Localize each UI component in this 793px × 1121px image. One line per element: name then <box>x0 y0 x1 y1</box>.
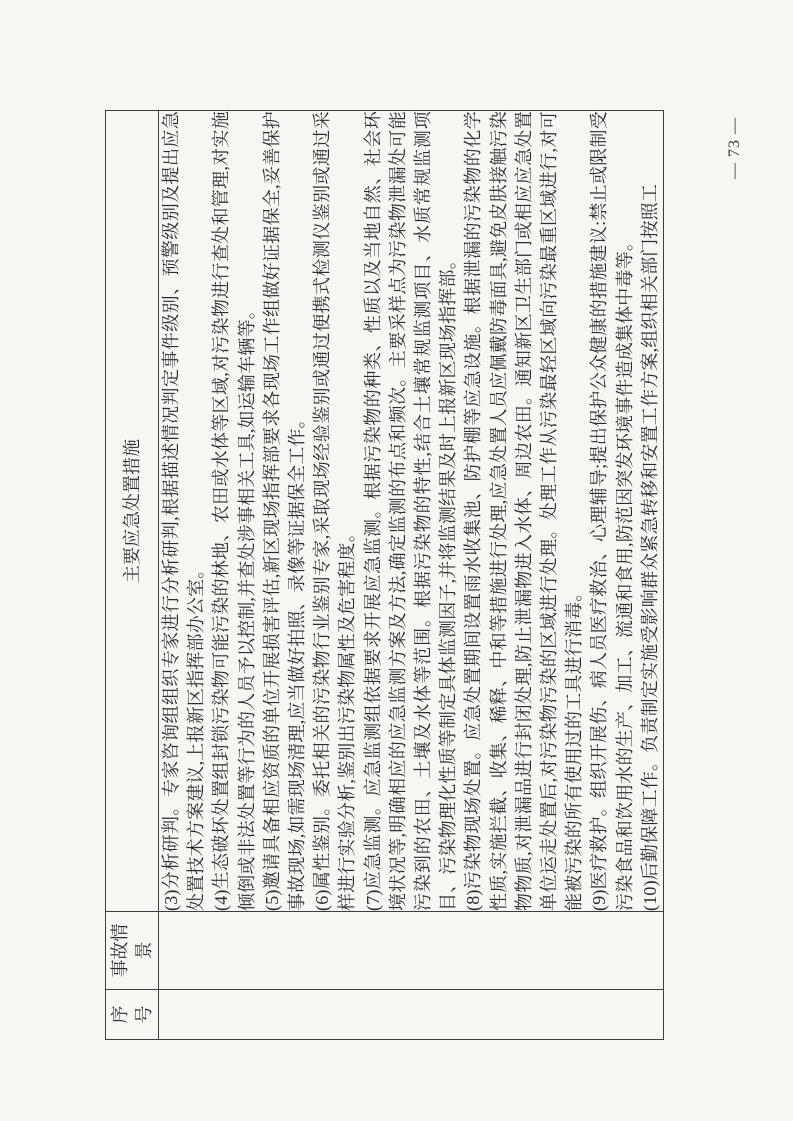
measure-item-7: (7)应急监测。应急监测组依据要求开展应急监测。根据污染物的种类、性质以及当地自然、社会环境状况等,明确相应的应急监测方案及方法,确定监测的布点和频次。主要采样点为污染物泄漏处可能污染到的农田、土壤及水体等范围。根据污染物的特性,结合土壤常规监测项目、水质常规监测项目、污染物理化性质等制定具体监测因子,并将监测结果及时上报新区现场指挥部。 <box>362 111 459 911</box>
page-number: — 73 — <box>726 117 743 179</box>
measure-item-9: (9)医疗救护。组织开展伤、病人员医疗救治、心理辅导;提出保护公众健康的措施建议:禁止或限制受污染食品和饮用水的生产、加工、流通和食用,防范因突发环境事件造成集体中毒等。 <box>589 111 635 911</box>
table-header-row <box>106 111 159 1040</box>
measure-item-4: (4)生态破坏处置组封锁污染物可能污染的林地、农田或水体等区域,对污染物进行查处和管理,对实施倾倒或非法处置等行为的人员予以控制,并查处涉事相关工具,如运输车辆等。 <box>211 111 257 911</box>
header-main-emergency-measures-label: 主要应急处置措施 <box>122 439 142 583</box>
header-serial-number <box>106 990 159 1040</box>
header-serial-number-label: 序号 <box>110 1005 154 1024</box>
header-accident-scenario-label: 事故情景 <box>110 923 154 978</box>
scenario-cell-empty <box>159 912 664 990</box>
emergency-measures-table <box>105 110 664 1040</box>
measure-item-3: (3)分析研判。专家咨询组组织专家进行分析研判,根据描述情况判定事件级别、预警级别及提出应急处置技术方案建议,上报新区指挥部办公室。 <box>161 111 207 911</box>
table-content-row <box>159 111 664 1040</box>
header-main-emergency-measures <box>106 111 159 912</box>
header-accident-scenario <box>106 912 159 990</box>
measure-item-6: (6)属性鉴别。委托相关的污染物行业鉴别专家,采取现场经验鉴别或通过便携式检测仪鉴别或通过采样进行实验分析,鉴别出污染物属性及危害程度。 <box>312 111 358 911</box>
measures-cell <box>159 111 664 912</box>
measure-item-8: (8)污染物现场处置。应急处置期间设置雨水收集池、防护棚等应急设施。根据泄漏的污染物的化学性质,实施拦截、收集、稀释、中和等措施进行处理,应急处置人员应佩戴防毒面具,避免皮肤接触污染物物质,对泄漏品进行封闭处理,防止泄漏物进入水体、周边农田。通知新区卫生部门或相应应急处置单位运走处置后,对污染物污染的区域进行处理。处理工作从污染最轻区域向污染最重区域进行,对可能被污染的所有使用过的工具进行消毒。 <box>463 111 585 911</box>
serial-cell-empty <box>159 990 664 1040</box>
measure-item-10: (10)后勤保障工作。负责制定实施受影响群众紧急转移和安置工作方案,组织相关部门按照工 <box>639 183 660 911</box>
measure-item-5: (5)邀请具备相应资质的单位开展损害评估,新区现场指挥部要求各现场工作组做好证据保全,妥善保护事故现场,如需现场清理,应当做好拍照、录像等证据保全工作。 <box>261 111 308 911</box>
